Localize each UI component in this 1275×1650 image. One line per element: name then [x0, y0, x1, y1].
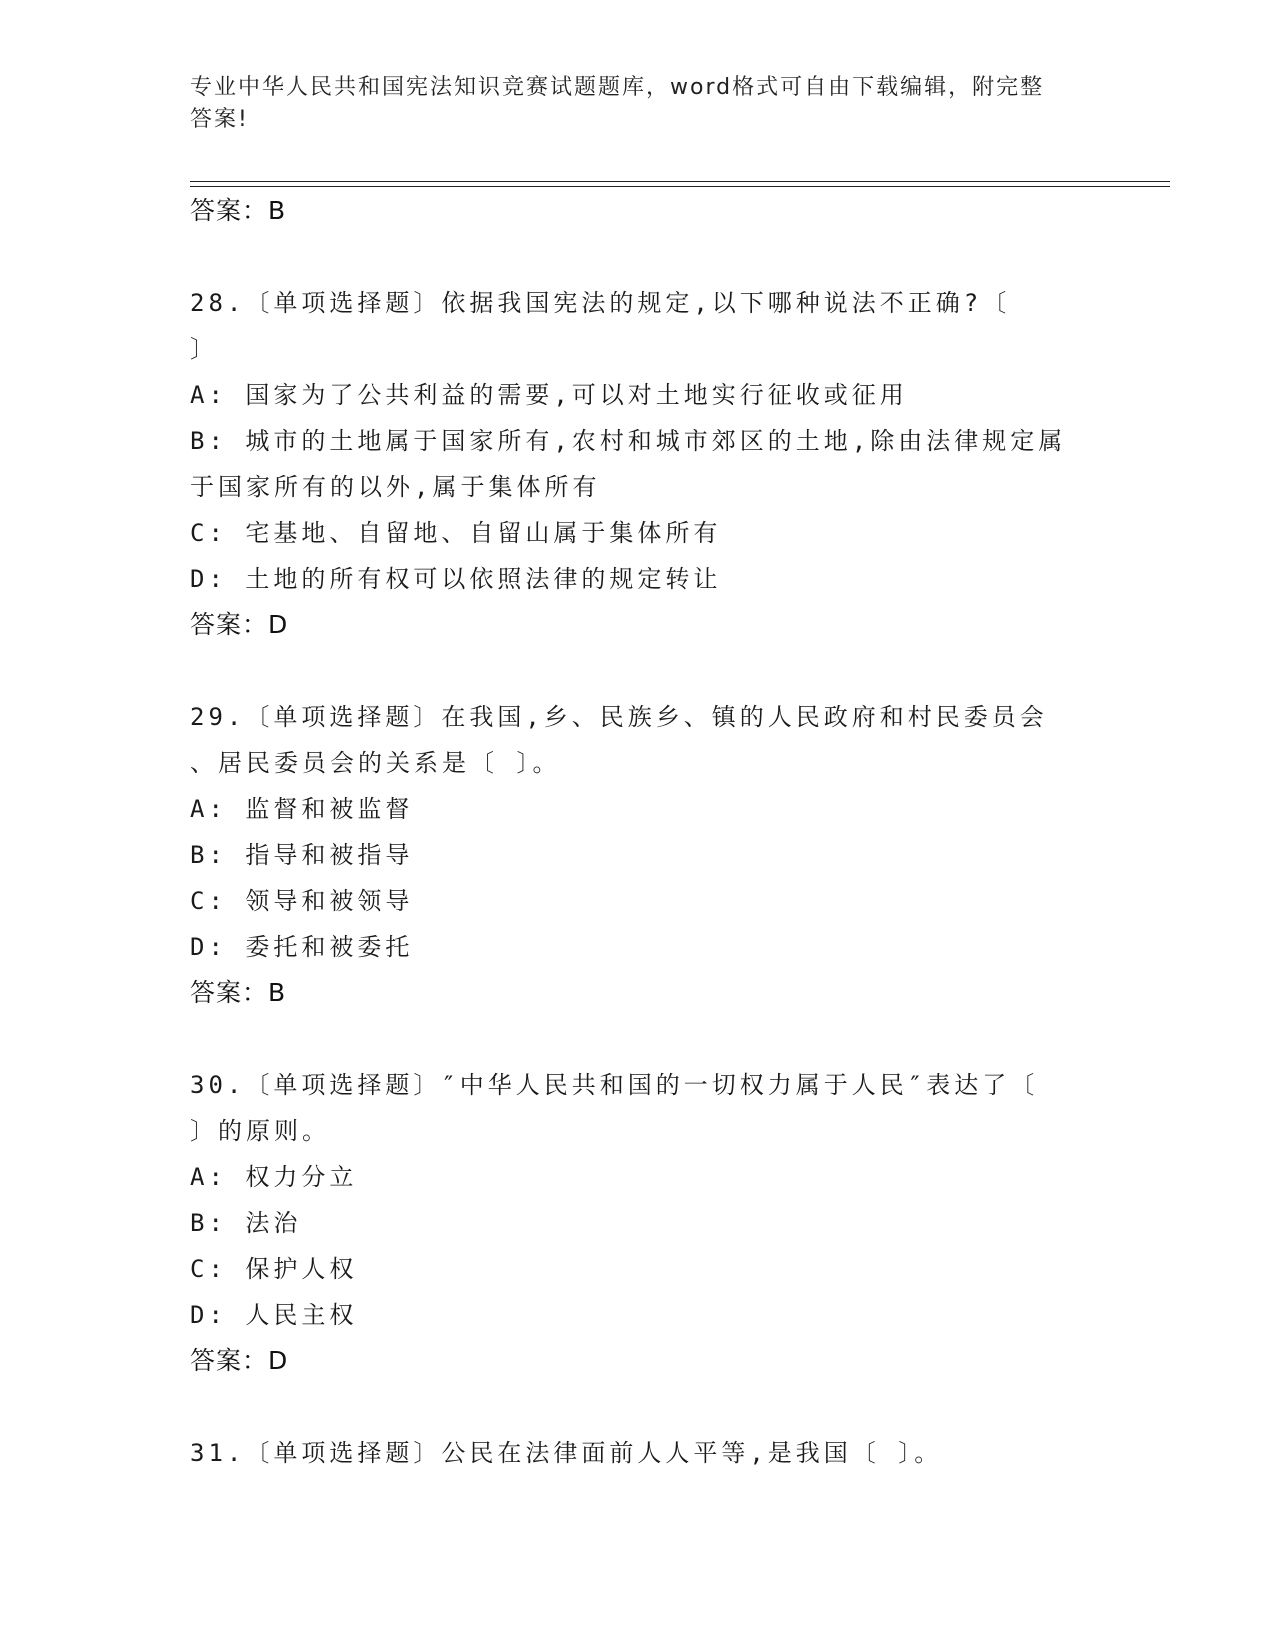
- option-a: A: 监督和被监督: [190, 795, 414, 823]
- option-b: B: 指导和被指导: [190, 841, 414, 869]
- question-stem-line: 30.〔单项选择题〕″中华人民共和国的一切权力属于人民″表达了〔: [190, 1071, 1039, 1099]
- answer: 答案：B: [190, 978, 287, 1007]
- page-header: [190, 72, 1090, 136]
- answer: 答案：D: [190, 610, 289, 639]
- header-line-2: 答案!: [190, 107, 249, 132]
- spacer: [190, 648, 1090, 694]
- header-double-rule: [190, 181, 1170, 187]
- option-b: B: 城市的土地属于国家所有,农村和城市郊区的土地,除由法律规定属: [190, 427, 1067, 455]
- question-stem-line: 〕的原则。: [190, 1117, 330, 1145]
- option-b: B: 法治: [190, 1209, 302, 1237]
- spacer: [190, 1384, 1090, 1430]
- option-b-continued: 于国家所有的以外,属于集体所有: [190, 473, 601, 501]
- option-d: D: 人民主权: [190, 1301, 358, 1329]
- option-c: C: 领导和被领导: [190, 887, 414, 915]
- question-30: [190, 1062, 1090, 1384]
- header-line-1: 专业中华人民共和国宪法知识竞赛试题题库，word格式可自由下载编辑，附完整: [190, 75, 1045, 100]
- question-stem-line: 28.〔单项选择题〕依据我国宪法的规定,以下哪种说法不正确?〔: [190, 289, 1011, 317]
- spacer: [190, 1016, 1090, 1062]
- spacer: [190, 234, 1090, 280]
- question-29: [190, 694, 1090, 1016]
- option-c: C: 保护人权: [190, 1255, 358, 1283]
- question-stem-line: 29.〔单项选择题〕在我国,乡、民族乡、镇的人民政府和村民委员会: [190, 703, 1048, 731]
- question-28: [190, 280, 1090, 648]
- question-list: [190, 188, 1090, 1476]
- question-stem-line: 〕: [190, 335, 218, 363]
- option-a: A: 权力分立: [190, 1163, 358, 1191]
- option-a: A: 国家为了公共利益的需要,可以对土地实行征收或征用: [190, 381, 908, 409]
- question-stem-line: 、居民委员会的关系是〔 〕。: [190, 749, 561, 777]
- option-c: C: 宅基地、自留地、自留山属于集体所有: [190, 519, 722, 547]
- option-d: D: 土地的所有权可以依照法律的规定转让: [190, 565, 722, 593]
- answer: 答案：D: [190, 1346, 289, 1375]
- option-d: D: 委托和被委托: [190, 933, 414, 961]
- question-stem-line: 31.〔单项选择题〕公民在法律面前人人平等,是我国〔 〕。: [190, 1439, 943, 1467]
- previous-answer: 答案：B: [190, 196, 287, 225]
- question-31: [190, 1430, 1090, 1476]
